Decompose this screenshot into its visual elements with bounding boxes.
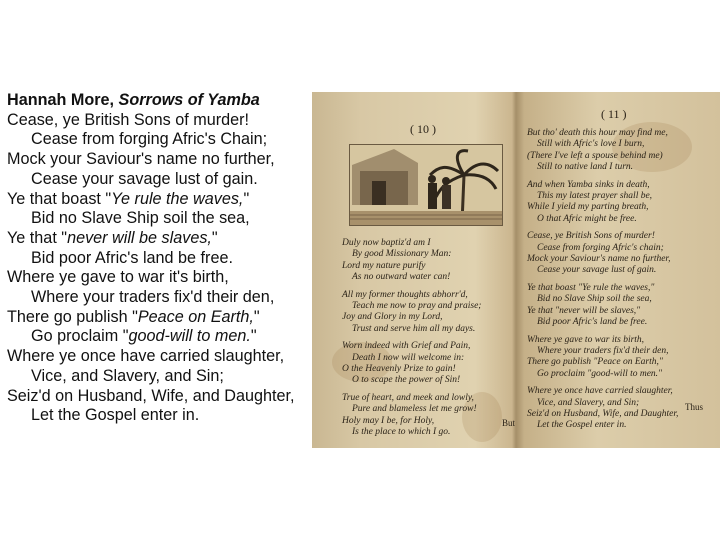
poem-line <box>7 367 337 387</box>
poem-text-segment: Vice, and Slavery, and Sin; <box>31 366 224 385</box>
left-page-verses <box>342 238 507 445</box>
poem-text-segment: " <box>253 307 260 326</box>
poem-text-segment: " <box>243 189 250 208</box>
poem-text-segment: Let the Gospel enter in. <box>31 406 200 425</box>
poem-heading <box>7 91 337 111</box>
poem-text <box>7 91 337 426</box>
verse-line: Trust and serve him all my days. <box>352 323 476 334</box>
poem-text-segment: There go publish " <box>7 307 138 326</box>
poem-line <box>7 111 337 131</box>
poem-line <box>7 308 337 328</box>
poem-text-segment: " <box>250 327 257 346</box>
verse-line: Joy and Glory in my Lord, <box>342 312 443 323</box>
stanza <box>527 283 717 329</box>
verse-line: By good Missionary Man: <box>352 249 452 260</box>
verse-line: Teach me now to pray and praise; <box>352 301 482 312</box>
poem-emphasis: Peace on Earth, <box>137 307 254 326</box>
verse-line: Still with Afric's love I burn, <box>537 139 645 150</box>
poem-author: Hannah More, <box>7 91 115 109</box>
poem-line <box>7 170 337 190</box>
verse-line: Ye that "never will be slaves," <box>527 305 641 316</box>
stanza <box>342 238 507 284</box>
verse-line: Lord my nature purify <box>342 260 426 271</box>
verse-line: Let the Gospel enter in. <box>537 420 627 431</box>
verse-line: Holy may I be, for Holy, <box>342 415 435 426</box>
stanza <box>342 393 507 439</box>
verse-line: O that Afric might be free. <box>537 213 637 224</box>
verse-line: Worn indeed with Grief and Pain, <box>342 341 471 352</box>
poem-line <box>7 229 337 249</box>
right-page-verses <box>527 128 717 438</box>
verse-line: While I yield my parting breath, <box>527 202 649 213</box>
stanza <box>527 128 717 174</box>
poem-emphasis: good-will to men. <box>128 327 251 346</box>
verse-line: Cease your savage lust of gain. <box>537 265 657 276</box>
poem-text-segment: Cease from forging Afric's Chain; <box>31 130 268 149</box>
poem-line <box>7 347 337 367</box>
pamphlet-right-page <box>517 92 720 448</box>
verse-line: Seiz'd on Husband, Wife, and Daughter, <box>527 408 679 419</box>
poem-line <box>7 150 337 170</box>
verse-line: Mock your Saviour's name no further, <box>527 254 671 265</box>
poem-line <box>7 249 337 269</box>
verse-line: Still to native land I turn. <box>537 162 634 173</box>
poem-line <box>7 130 337 150</box>
verse-line: Cease, ye British Sons of murder! <box>527 231 655 242</box>
verse-line: Ye that boast "Ye rule the waves," <box>527 282 655 293</box>
poem-title: Sorrows of Yamba <box>118 91 260 109</box>
stanza <box>527 335 717 381</box>
verse-line: Go proclaim "good-will to men." <box>537 368 663 379</box>
poem-text-segment: Where your traders fix'd their den, <box>31 288 275 307</box>
verse-line: Pure and blameless let me grow! <box>352 404 477 415</box>
poem-text-segment: " <box>211 228 218 247</box>
verse-line: O to scape the power of Sin! <box>352 375 461 386</box>
right-page-number: ( 11 ) <box>601 107 627 121</box>
poem-text-segment: Bid no Slave Ship soil the sea, <box>31 209 250 228</box>
verse-line: Where your traders fix'd their den, <box>537 345 669 356</box>
verse-line: All my former thoughts abhorr'd, <box>342 289 468 300</box>
verse-line: Vice, and Slavery, and Sin; <box>537 397 640 408</box>
poem-text-segment: Cease your savage lust of gain. <box>31 169 258 188</box>
poem-emphasis: never will be slaves, <box>67 228 212 247</box>
verse-line: Where ye once have carried slaughter, <box>527 386 673 397</box>
stanza <box>527 231 717 277</box>
poem-text-segment: Go proclaim " <box>31 327 129 346</box>
poem-lines <box>7 111 337 426</box>
poem-text-segment: Seiz'd on Husband, Wife, and Daughter, <box>7 386 295 405</box>
right-catchword: Thus <box>685 402 703 412</box>
poem-line <box>7 288 337 308</box>
stanza <box>342 290 507 336</box>
poem-text-segment: Ye that " <box>7 228 68 247</box>
poem-line <box>7 387 337 407</box>
poem-text-segment: Ye that boast " <box>7 189 112 208</box>
verse-line: Bid no Slave Ship soil the sea, <box>537 294 652 305</box>
poem-line <box>7 406 337 426</box>
stanza <box>527 180 717 226</box>
verse-line: O the Heavenly Prize to gain! <box>342 364 456 375</box>
verse-line: Duly now baptiz'd am I <box>342 238 431 248</box>
verse-line: As no outward water can! <box>352 272 451 283</box>
verse-line: And when Yamba sinks in death, <box>527 179 650 190</box>
verse-line: (There I've left a spouse behind me) <box>527 150 663 161</box>
pamphlet-left-page <box>312 92 516 448</box>
poem-text-segment: Bid poor Afric's land be free. <box>31 248 233 267</box>
poem-line <box>7 268 337 288</box>
poem-text-segment: Mock your Saviour's name no further, <box>7 150 275 169</box>
verse-line: This my latest prayer shall be, <box>537 191 653 202</box>
poem-line <box>7 190 337 210</box>
left-catchword: But <box>502 418 516 428</box>
verse-line: Cease from forging Afric's chain; <box>537 242 664 253</box>
poem-text-segment: Where ye once have carried slaughter, <box>7 347 285 366</box>
verse-line: But tho' death this hour may find me, <box>527 128 668 138</box>
poem-line <box>7 209 337 229</box>
woodcut-illustration <box>349 144 503 226</box>
verse-line: True of heart, and meek and lowly, <box>342 392 474 403</box>
poem-line <box>7 327 337 347</box>
pamphlet-scan-image <box>312 92 720 448</box>
verse-line: Bid poor Afric's land be free. <box>537 317 648 328</box>
poem-text-segment: Cease, ye British Sons of murder! <box>7 110 250 129</box>
verse-line: Is the place to which I go. <box>352 427 451 438</box>
left-page-number: ( 10 ) <box>410 122 436 136</box>
verse-line: Death I now will welcome in: <box>352 352 465 363</box>
verse-line: There go publish "Peace on Earth," <box>527 357 663 368</box>
poem-text-segment: Where ye gave to war it's birth, <box>7 268 229 287</box>
poem-emphasis: Ye rule the waves, <box>111 189 244 208</box>
stanza <box>342 341 507 387</box>
verse-line: Where ye gave to war its birth, <box>527 334 645 345</box>
